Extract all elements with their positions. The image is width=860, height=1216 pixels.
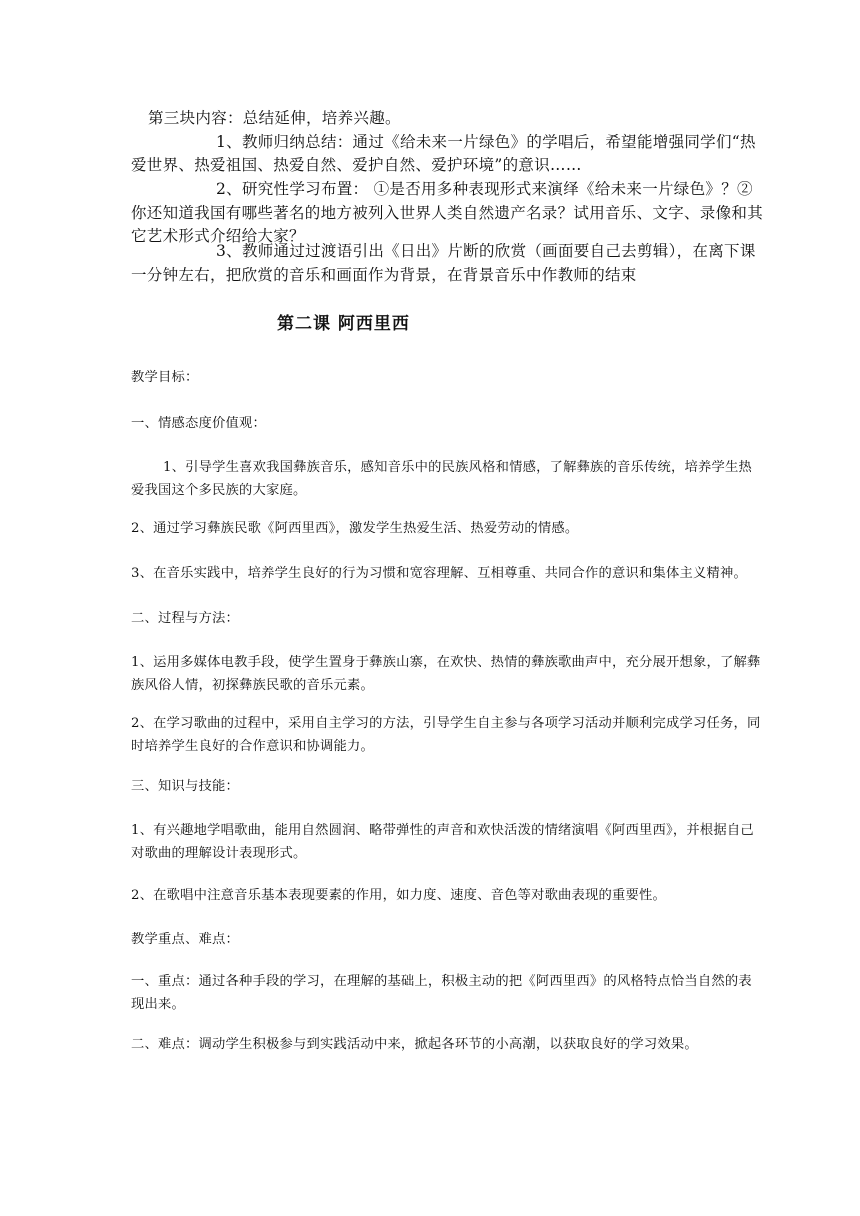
goal1-item1-line1: 1、引导学生喜欢我国彝族音乐，感知音乐中的民族风格和情感，了解彝族的音乐传统，培养学生热 bbox=[163, 460, 753, 475]
section3-item2-line1: 2、研究性学习布置： ①是否用多种表现形式来演绎《给未来一片绿色》？② bbox=[216, 180, 753, 198]
section3-item3-line2: 一分钟左右，把欣赏的音乐和画面作为背景，在背景音乐中作教师的结束 bbox=[131, 266, 637, 284]
goal2-item1-line1: 1、运用多媒体电教手段，使学生置身于彝族山寨，在欢快、热情的彝族歌曲声中，充分展开想象，了解彝 bbox=[131, 655, 761, 670]
goal2-item2-line1: 2、在学习歌曲的过程中，采用自主学习的方法，引导学生自主参与各项学习活动并顺利完成学习任务，同 bbox=[131, 716, 761, 731]
key-points-heading: 教学重点、难点： bbox=[131, 932, 239, 947]
lesson-title: 第二课 阿西里西 bbox=[277, 314, 410, 334]
goal3-item1-line2: 对歌曲的理解设计表现形式。 bbox=[131, 846, 307, 861]
key-point-line1: 一、重点：通过各种手段的学习，在理解的基础上，积极主动的把《阿西里西》的风格特点恰当自然的表 bbox=[131, 974, 752, 989]
section3-item2-line2: 你还知道我国有哪些著名的地方被列入世界人类自然遗产名录？试用音乐、文字、录像和其 bbox=[131, 204, 764, 222]
goal2-item2-line2: 时培养学生良好的合作意识和协调能力。 bbox=[131, 739, 374, 754]
goal2-heading: 二、过程与方法： bbox=[131, 611, 239, 626]
section3-heading: 第三块内容：总结延伸，培养兴趣。 bbox=[148, 109, 401, 127]
section3-item1-line1: 1、教师归纳总结：通过《给未来一片绿色》的学唱后，希望能增强同学们“热 bbox=[216, 133, 756, 151]
goal1-heading: 一、情感态度价值观： bbox=[131, 416, 266, 431]
goals-heading: 教学目标： bbox=[131, 370, 199, 385]
goal3-item2: 2、在歌唱中注意音乐基本表现要素的作用，如力度、速度、音色等对歌曲表现的重要性。 bbox=[131, 888, 667, 903]
goal1-item1-line2: 爱我国这个多民族的大家庭。 bbox=[131, 483, 307, 498]
difficulty-point: 二、难点：调动学生积极参与到实践活动中来，掀起各环节的小高潮，以获取良好的学习效果。 bbox=[131, 1037, 698, 1052]
section3-item3-line1: 3、教师通过过渡语引出《日出》片断的欣赏（画面要自己去剪辑），在离下课 bbox=[216, 242, 756, 260]
section3-item2-line3: 它艺术形式介绍给大家？ bbox=[131, 227, 305, 245]
key-point-line2: 现出来。 bbox=[131, 997, 185, 1012]
goal1-item2: 2、通过学习彝族民歌《阿西里西》，激发学生热爱生活、热爱劳动的情感。 bbox=[131, 521, 579, 536]
section3-item1-line2: 爱世界、热爱祖国、热爱自然、爱护自然、爱护环境”的意识…… bbox=[131, 156, 582, 174]
goal1-item3: 3、在音乐实践中，培养学生良好的行为习惯和宽容理解、互相尊重、共同合作的意识和集体主义精神。 bbox=[131, 566, 748, 581]
goal3-heading: 三、知识与技能： bbox=[131, 779, 239, 794]
goal2-item1-line2: 族风俗人情，初探彝族民歌的音乐元素。 bbox=[131, 678, 374, 693]
goal3-item1-line1: 1、有兴趣地学唱歌曲，能用自然圆润、略带弹性的声音和欢快活泼的情绪演唱《阿西里西》，并根据自己 bbox=[131, 823, 754, 838]
